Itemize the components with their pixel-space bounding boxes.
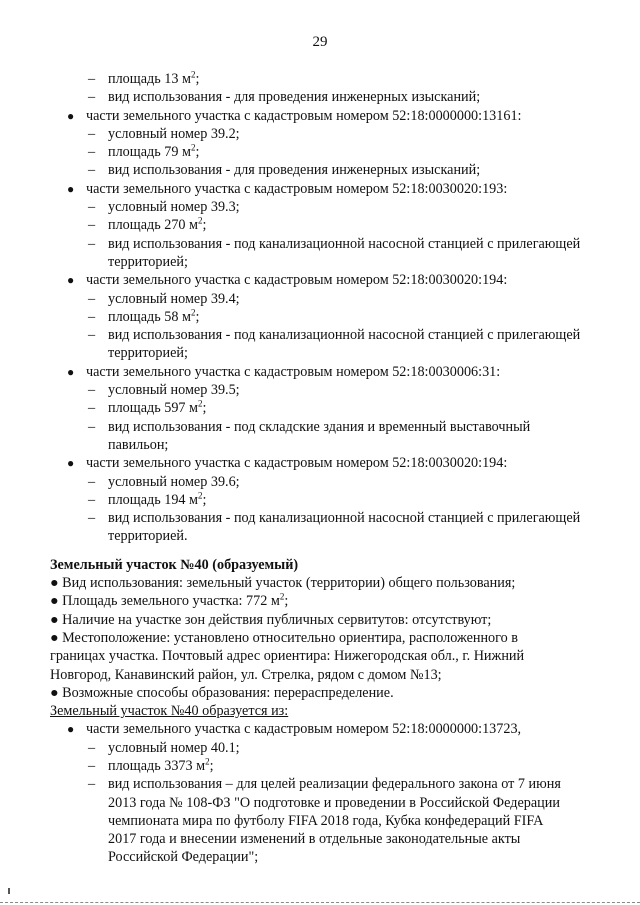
dash-marker: –: [88, 89, 96, 106]
bullet-icon: ●: [67, 722, 75, 737]
dash-marker: –: [88, 776, 96, 793]
bullet-icon: ●: [50, 575, 59, 592]
dash-marker: –: [88, 757, 96, 774]
document-body: [50, 70, 605, 867]
list-item: ● части земельного участка с кадастровым номером 52:18:0000000:13723,: [67, 721, 522, 738]
list-item: – условный номер 39.5;: [88, 382, 240, 399]
bullet-icon: ●: [67, 108, 75, 123]
dash-marker: –: [88, 162, 96, 179]
text-line: территорией;: [108, 253, 188, 270]
list-item: – условный номер 39.3;: [88, 199, 240, 216]
dash-marker: –: [88, 71, 96, 87]
list-item: – площадь 270 $м^2$;: [88, 215, 207, 234]
list-item: ● Местоположение: установлено относительно ориентира, расположенного в: [50, 629, 518, 646]
list-item: ● Наличие на участке зон действия публичных сервитутов: отсутствуют;: [50, 611, 492, 628]
list-item: – вид использования - под канализационной насосной станцией с прилегающей: [88, 327, 581, 344]
dash-marker: –: [88, 327, 96, 344]
parcel-part-title: ● части земельного участка с кадастровым номером 52:18:0030006:31:: [67, 363, 501, 380]
list-item: ● Возможные способы образования: перераспределение.: [50, 684, 394, 701]
dash-marker: –: [88, 308, 96, 325]
page-number: 29: [312, 34, 328, 50]
bullet-icon: ●: [67, 364, 75, 379]
text-line: 2017 года и внесении изменений в отдельные законодательные акты: [108, 831, 521, 848]
parcel-part-title: ● части земельного участка с кадастровым номером 52:18:0030020:194:: [67, 455, 508, 472]
list-item: – площадь 58 $м^2$;: [88, 307, 200, 325]
list-item: – вид использования - под складские здания и временный выставочный: [88, 418, 531, 435]
section-heading: Земельный участок №40 (образуемый): [50, 556, 299, 573]
dash-marker: –: [88, 400, 96, 417]
list-item: – условный номер 40.1;: [88, 739, 240, 756]
parcel-part-title: ● части земельного участка с кадастровым номером 52:18:0030020:194:: [67, 272, 508, 289]
list-item: – площадь 13 $м^2$;: [88, 69, 200, 87]
list-item: – площадь 597 $м^2$;: [88, 398, 207, 417]
bullet-icon: ●: [50, 684, 59, 701]
list-item: – вид использования - для проведения инженерных изысканий;: [88, 89, 481, 106]
parcel-parts-list: [50, 107, 605, 546]
dash-marker: –: [88, 739, 96, 756]
dash-marker: –: [88, 217, 96, 234]
parcel-part-title: ● части земельного участка с кадастровым номером 52:18:0030020:193:: [67, 180, 508, 197]
text-line: павильон;: [108, 436, 169, 453]
bullet-icon: ●: [67, 456, 75, 471]
dash-marker: –: [88, 125, 96, 142]
text-line: чемпионата мира по футболу FIFA 2018 года, Кубка конфедераций FIFA: [108, 812, 544, 829]
dash-marker: –: [88, 510, 96, 527]
dash-marker: –: [88, 199, 96, 216]
text-line: территорией;: [108, 345, 188, 362]
list-item: – вид использования - под канализационной насосной станцией с прилегающей: [88, 510, 581, 527]
bullet-icon: ●: [50, 629, 59, 646]
formed-from-label: Земельный участок №40 образуется из:: [50, 703, 289, 720]
text-line: Российской Федерации";: [108, 849, 259, 866]
list-item: – площадь 194 $м^2$;: [88, 490, 207, 508]
list-item: – вид использования - под канализационной насосной станцией с прилегающей: [88, 235, 581, 252]
list-item: ● Вид использования: земельный участок (территории) общего пользования;: [50, 575, 516, 592]
dash-marker: –: [88, 290, 96, 307]
list-item: – условный номер 39.2;: [88, 125, 240, 142]
text-line: Новгород, Канавинский район, ул. Стрелка, рядом с домом №13;: [50, 666, 442, 683]
list-item: – вид использования - для проведения инженерных изысканий;: [88, 162, 481, 179]
bullet-icon: ●: [67, 273, 75, 288]
text-line: территорией.: [108, 528, 188, 545]
list-item: – вид использования – для целей реализации федерального закона от 7 июня: [88, 776, 561, 793]
dash-marker: –: [88, 418, 96, 435]
list-item: – условный номер 39.4;: [88, 290, 240, 307]
list-item: – условный номер 39.6;: [88, 473, 240, 490]
scan-mark: [8, 888, 10, 894]
footer-rule: [0, 902, 640, 903]
text-line: 2013 года № 108-ФЗ "О подготовке и проведении в Российской Федерации: [108, 794, 560, 811]
dash-marker: –: [88, 235, 96, 252]
dash-marker: –: [88, 382, 96, 399]
parcel-part-title: ● части земельного участка с кадастровым номером 52:18:0000000:13161:: [67, 107, 522, 124]
bullet-icon: ●: [50, 611, 59, 628]
list-item: – площадь 79 $м^2$;: [88, 142, 200, 161]
list-item: – площадь 3373 $м^2$;: [88, 756, 214, 774]
bullet-icon: ●: [67, 181, 75, 196]
text-line: границах участка. Почтовый адрес ориентира: Нижегородская обл., г. Нижний: [50, 648, 525, 665]
dash-marker: –: [88, 491, 96, 508]
dash-marker: –: [88, 144, 96, 161]
bullet-icon: ●: [50, 593, 59, 610]
dash-marker: –: [88, 473, 96, 490]
list-item: ● Площадь земельного участка: 772 $м^2$;: [50, 591, 289, 610]
